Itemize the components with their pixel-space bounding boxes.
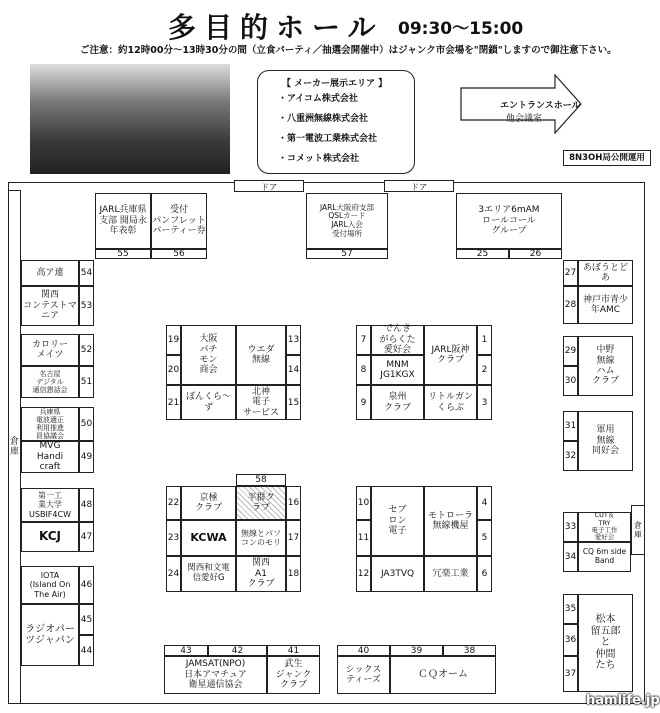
booth-number: 57: [306, 249, 388, 259]
booth-iota: IOTA (Island On The Air): [21, 566, 79, 604]
maker-item: ・第一電波工業株式会社: [278, 134, 378, 144]
booth-number: 55: [95, 249, 151, 259]
booth-number: 2: [477, 355, 492, 385]
booth-kansai-contest: 関西 コンテストマ ニア: [21, 286, 79, 326]
booth-number: 38: [443, 645, 496, 656]
booth-number: 50: [79, 407, 94, 441]
booth-number: 33: [563, 512, 578, 542]
booth-number: 45: [79, 604, 94, 635]
maker-area-title: 【 メーカー展示エリア 】: [282, 79, 388, 89]
booth-number: 13: [286, 325, 301, 355]
booth-jamsat: JAMSAT(NPO) 日本アマチュア 衛星通信協会: [164, 656, 267, 694]
booth-number: 15: [286, 385, 301, 420]
booth-osaka-pachimon: 大阪 パチ モン 商会: [181, 325, 236, 385]
booth-littlegun: リトルガン くらぶ: [424, 385, 477, 420]
booth-number: 39: [390, 645, 443, 656]
booth-kcj: KCJ: [21, 522, 79, 552]
booth-calorie: カロリー メイツ: [21, 334, 79, 366]
booth-number: 20: [166, 355, 181, 385]
booth-kanraku: 冗楽工業: [424, 556, 477, 592]
booth-abau: あぼうとど あ: [578, 260, 633, 286]
booth-number: 16: [286, 486, 301, 520]
booth-jarl-hanshin: JARL阪神 クラブ: [424, 325, 477, 385]
booth-number: 51: [79, 366, 94, 398]
booth-number: 56: [151, 249, 207, 259]
booth-number: 7: [356, 325, 371, 355]
booth-senshu: 泉州 クラブ: [371, 385, 424, 420]
booth-mnm: MNM JG1KGX: [371, 355, 424, 385]
booth-musen-pc: 無線とパソ コンのモリ: [236, 520, 286, 556]
hours-label: 09:30〜15:00: [398, 19, 524, 39]
storage-left: 倉 庫: [8, 190, 21, 704]
booth-cq-ohm: ＣＱオーム: [390, 656, 496, 694]
booth-number: 6: [477, 556, 492, 592]
booth-jarl-osaka: JARL大阪府支部 QSLカード JARL入会 受付場所: [306, 193, 388, 249]
booth-number: 30: [563, 366, 578, 396]
entrance-sub: 他会議室: [506, 114, 543, 124]
booth-motorola: モトローラ 無線機屋: [424, 486, 477, 556]
booth-matsumoto: 松本 留五郎 と 仲間 たち: [578, 594, 633, 692]
booth-reception: 受付 パンフレット パーティー券: [151, 193, 207, 249]
booth-number: 3: [477, 385, 492, 420]
booth-number: 35: [563, 594, 578, 624]
booth-number: 1: [477, 325, 492, 355]
booth-number: 26: [509, 249, 562, 259]
booth-number: 36: [563, 624, 578, 656]
watermark-logo: hamlife.jp: [586, 693, 660, 708]
booth-hyogo-radio: 兵庫県 電波適正 利用推進 員協議会: [21, 407, 79, 441]
booth-cq6m: CQ 6m side Band: [578, 542, 631, 572]
booth-number: 52: [79, 334, 94, 366]
booth-number: 42: [208, 645, 267, 656]
booth-number: 29: [563, 336, 578, 366]
booth-number: 23: [166, 520, 181, 556]
maker-item: ・八重洲無線株式会社: [278, 114, 369, 124]
hall-floor: [8, 182, 645, 704]
booth-number: 27: [563, 260, 578, 286]
booth-number: 46: [79, 566, 94, 604]
booth-nakano: 中野 無線 ハム クラブ: [578, 336, 633, 396]
booth-number: 19: [166, 325, 181, 355]
booth-heigun: 平群ク ラブ: [236, 486, 286, 520]
booth-number: 5: [477, 520, 492, 556]
booth-jarl-hyogo: JARL兵庫県 支部 開局永 年表彰: [95, 193, 151, 249]
booth-number: 12: [356, 556, 371, 592]
booth-bonkura: ぼんくら〜 ず: [181, 385, 236, 420]
booth-number: 31: [563, 411, 578, 441]
booth-number: 22: [166, 486, 181, 520]
booth-cut-try: CUT＆ TRY 電子工作 愛好会: [578, 512, 631, 542]
booth-kobe: 神戸市青少 年AMC: [578, 286, 633, 324]
maker-area-panel: [257, 70, 415, 174]
booth-number: 48: [79, 488, 94, 522]
booth-number: 47: [79, 522, 94, 552]
booth-number: 44: [79, 635, 94, 666]
booth-number: 32: [563, 441, 578, 471]
booth-number: 25: [456, 249, 509, 259]
booth-number: 43: [164, 645, 208, 656]
booth-number: 21: [166, 385, 181, 420]
booth-number: 28: [563, 286, 578, 324]
maker-item: ・アイコム株式会社: [278, 94, 358, 104]
maker-item: ・コメット株式会社: [278, 154, 360, 164]
booth-number: 9: [356, 385, 371, 420]
booth-gunyo: 軍用 無線 同好会: [578, 411, 633, 471]
booth-number: 58: [236, 474, 286, 486]
storage-right: 倉 庫: [631, 505, 645, 555]
booth-number: 53: [79, 286, 94, 326]
booth-number: 37: [563, 656, 578, 692]
booth-sixties: シックス ティーズ: [337, 656, 390, 694]
booth-kyogoku: 京極 クラブ: [181, 486, 236, 520]
booth-nagoya: 名古屋 デジタル 通信懇話会: [21, 366, 79, 398]
booth-hokushin: 北神 電子 サービス: [236, 385, 286, 420]
booth-number: 34: [563, 542, 578, 572]
booth-number: 11: [356, 520, 371, 556]
booth-seburon: セブ ロン 電子: [371, 486, 424, 556]
booth-number: 4: [477, 486, 492, 520]
crowd-photo: [30, 64, 230, 174]
booth-denki-garakuta: でんき がらくた 愛好会: [371, 325, 424, 355]
booth-kcwa: KCWA: [181, 520, 236, 556]
booth-number: 8: [356, 355, 371, 385]
booth-number: 10: [356, 486, 371, 520]
notice-text: ご注意：約12時00分〜13時30分の間（立食パーティ／抽選会開催中）はジャンク市会場を"閉鎖"しますので御注意下さい。: [80, 45, 617, 56]
booth-busei: 武生 ジャンク クラブ: [267, 656, 320, 694]
booth-radioparts: ラジオパー ツジャパン: [21, 604, 79, 666]
booth-takaren: 高ア連: [21, 260, 79, 286]
booth-number: 40: [337, 645, 390, 656]
booth-number: 49: [79, 441, 94, 473]
booth-kansai-a1: 関西 A1 クラブ: [236, 556, 286, 592]
page-title: 多目的ホール: [168, 11, 384, 44]
booth-3area: 3エリア6mAM ロールコール グループ: [456, 193, 562, 249]
booth-number: 41: [267, 645, 320, 656]
booth-number: 54: [79, 260, 94, 286]
booth-mvg: MVG Handi craft: [21, 441, 79, 473]
entrance-label: エントランスホール: [500, 101, 581, 111]
booth-number: 24: [166, 556, 181, 592]
booth-number: 17: [286, 520, 301, 556]
booth-ueda: ウエダ 無線: [236, 325, 286, 385]
booth-daiichi: 第一工 業大学 USBIF4CW: [21, 488, 79, 522]
station-badge: 8N3OH局公開運用: [563, 150, 651, 166]
booth-ja3tvq: JA3TVQ: [371, 556, 424, 592]
door-left: ドア: [234, 180, 304, 192]
booth-number: 14: [286, 355, 301, 385]
booth-number: 18: [286, 556, 301, 592]
booth-kansai-wabun: 関西和文電 信愛好G: [181, 556, 236, 592]
door-right: ドア: [384, 180, 454, 192]
